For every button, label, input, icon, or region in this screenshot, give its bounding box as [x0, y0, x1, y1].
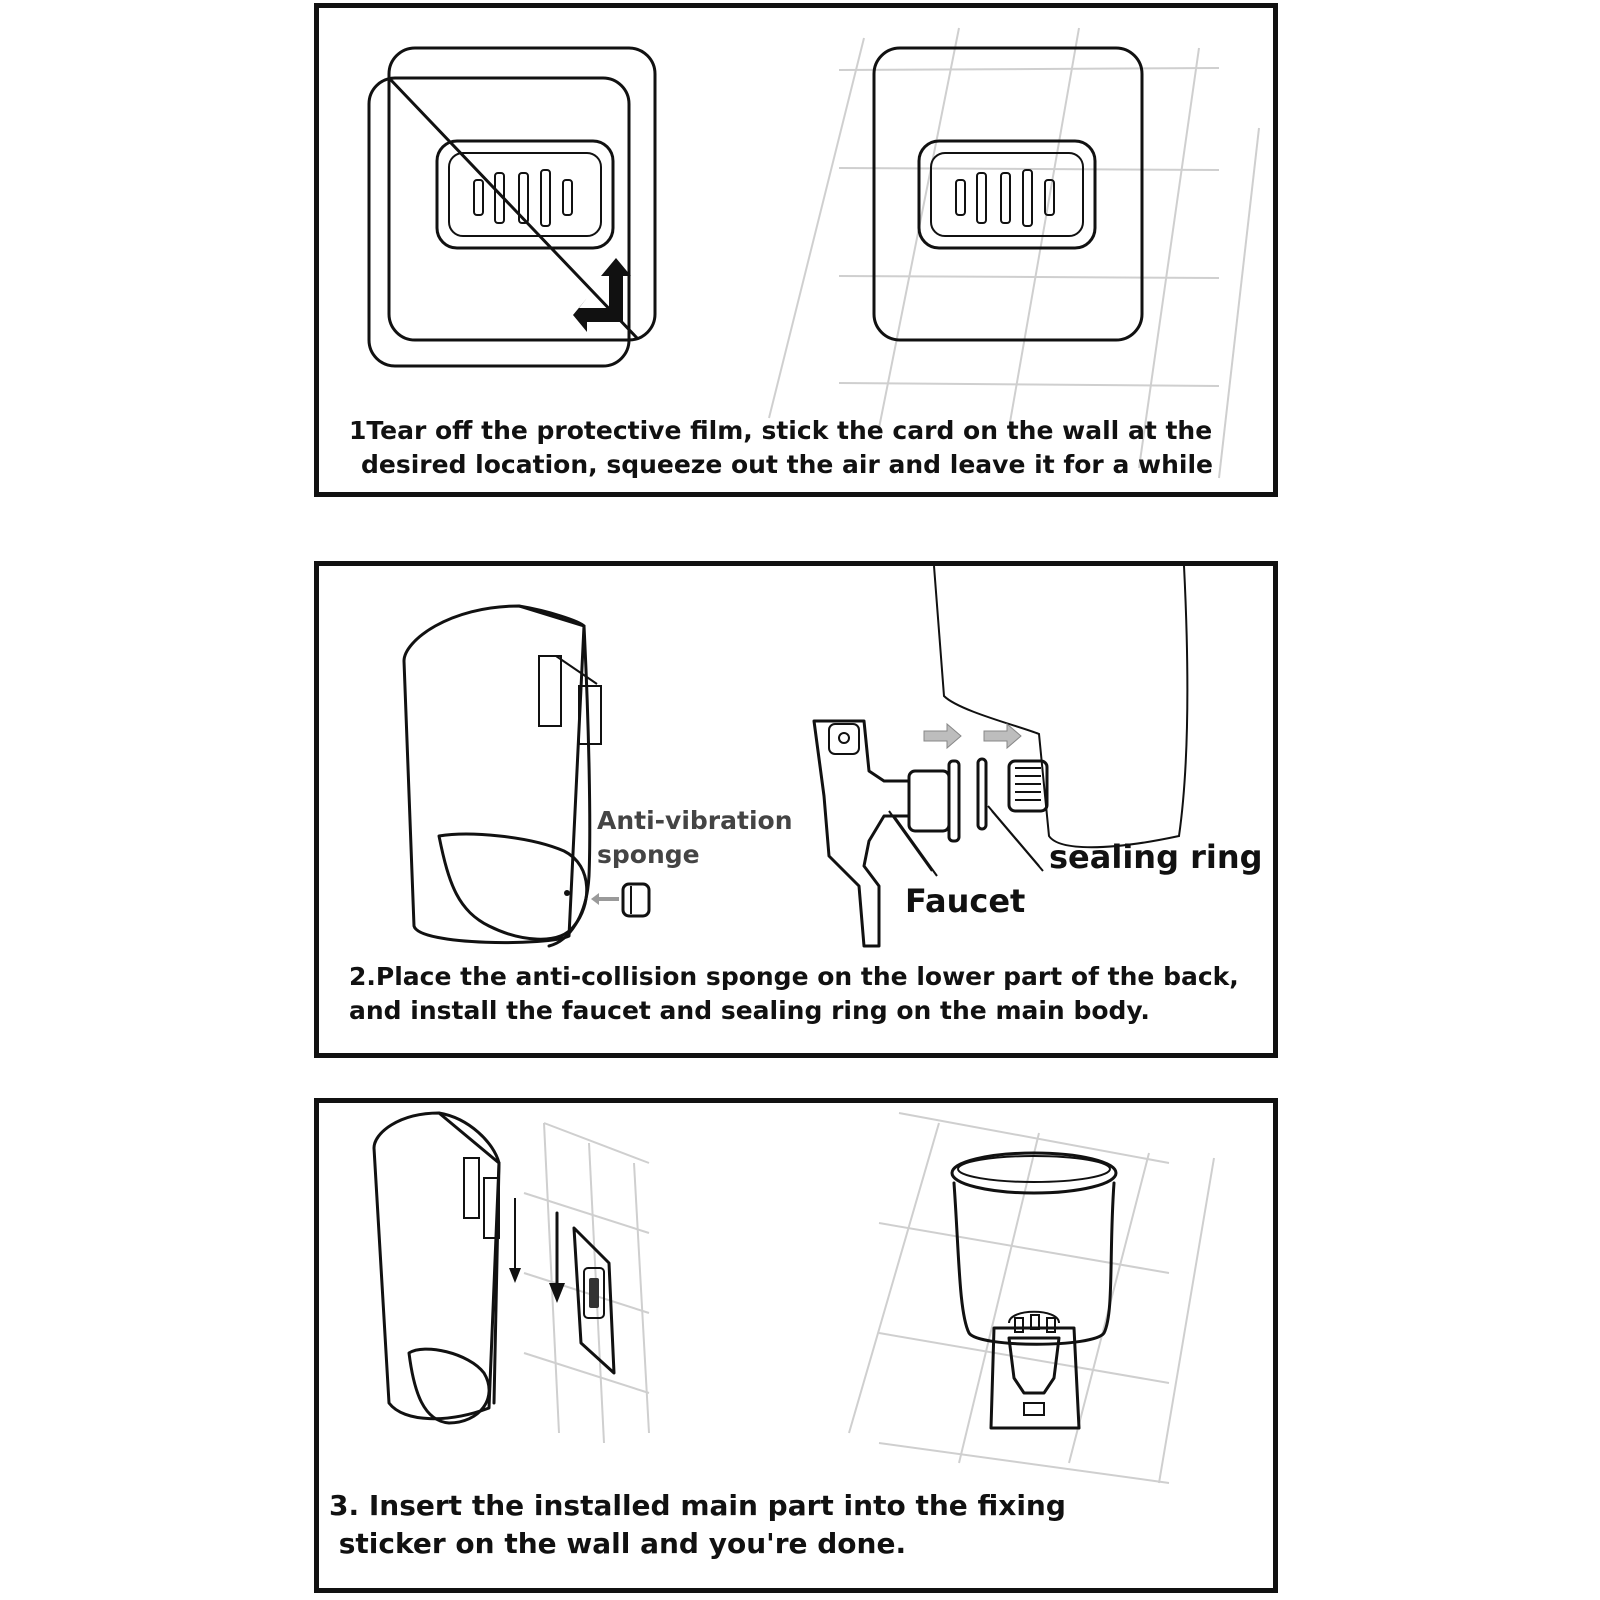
insert-direction-arrows [509, 1198, 565, 1303]
caption-line: and install the faucet and sealing ring on the main body. [349, 996, 1150, 1025]
anti-vibration-sponge [591, 884, 649, 916]
sponge-label-line: Anti-vibration [597, 806, 793, 835]
threaded-spout [1009, 761, 1047, 811]
main-body-outline [934, 566, 1187, 847]
faucet-label: Faucet [905, 882, 1026, 920]
wall-tile-grid [769, 28, 1259, 478]
step-2-caption [349, 960, 1239, 1028]
caption-line: desired location, squeeze out the air and leave it for a while [361, 450, 1214, 479]
sponge-label [597, 804, 793, 872]
dispenser-body-side [374, 1113, 499, 1423]
caption-line: 1Tear off the protective film, stick the card on the wall at the [349, 416, 1213, 445]
step-2-panel [314, 561, 1278, 1058]
dispenser-body-back [404, 606, 601, 946]
caption-line: 3. Insert the installed main part into the fixing [329, 1489, 1066, 1522]
assembly-direction-arrows [924, 724, 1021, 748]
step-3-panel [314, 1098, 1278, 1593]
sponge-label-line: sponge [597, 840, 700, 869]
adhesive-card-on-wall [874, 48, 1142, 340]
caption-line: 2.Place the anti-collision sponge on the lower part of the back, [349, 962, 1239, 991]
step-1-panel [314, 3, 1278, 497]
wall-tile-grid-left [524, 1123, 649, 1443]
peel-arrow-icon [573, 258, 631, 332]
step-3-caption [329, 1487, 1066, 1563]
caption-line: sticker on the wall and you're done. [329, 1527, 907, 1560]
step-1-caption [349, 414, 1213, 482]
sealing-ring-label: sealing ring [1049, 838, 1263, 876]
